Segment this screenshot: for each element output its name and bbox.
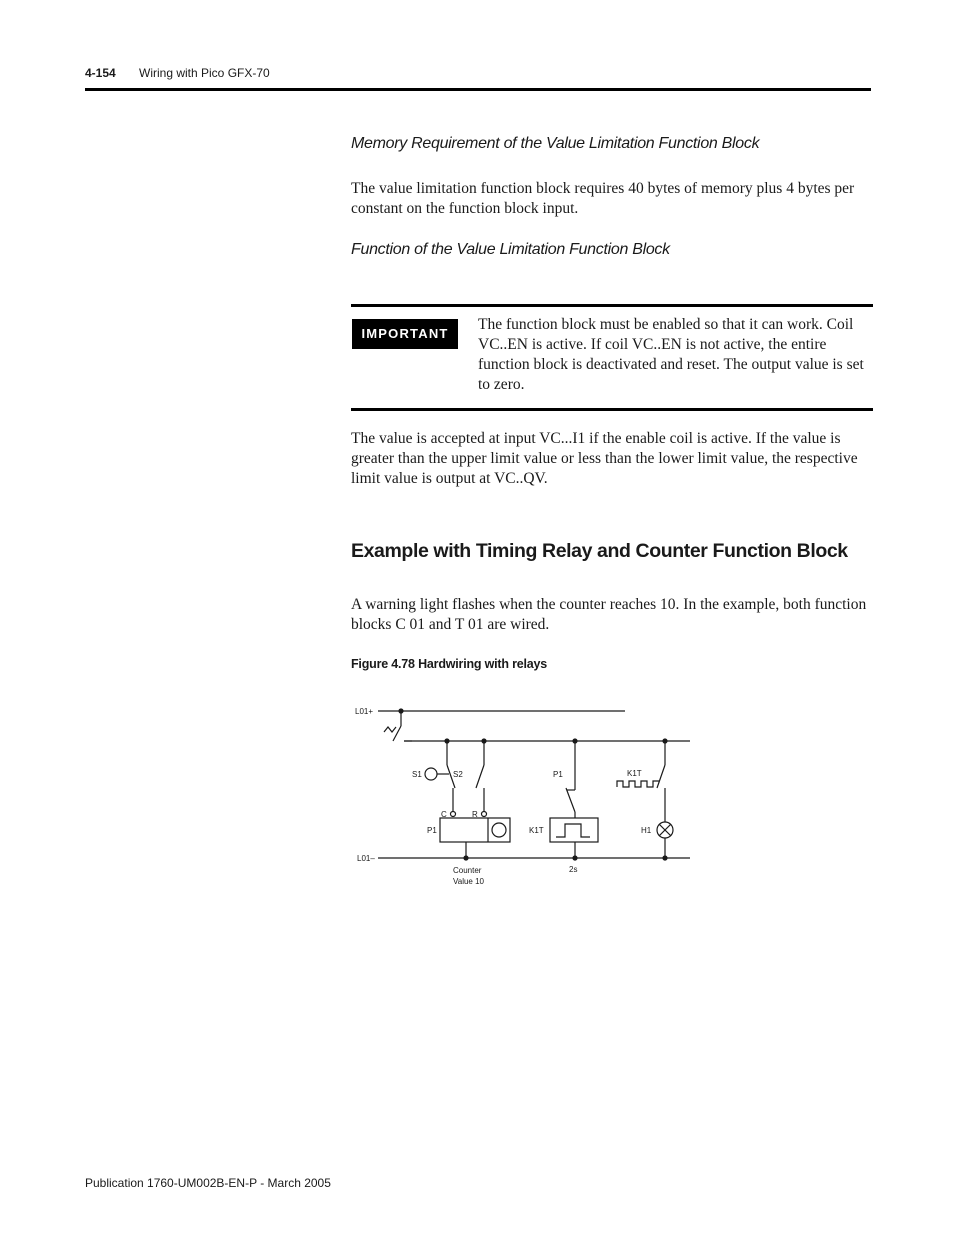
example-heading: Example with Timing Relay and Counter Function Block (351, 540, 848, 562)
counter-coil (440, 818, 510, 842)
label-r: R (472, 810, 478, 819)
label-s2: S2 (453, 770, 463, 779)
label-l01-minus: L01– (357, 854, 375, 863)
important-top-rule (351, 304, 873, 307)
footer-publication: Publication 1760-UM002B-EN-P - March 2005 (85, 1176, 331, 1190)
page-number: 4-154 (85, 66, 116, 80)
memory-requirement-text: The value limitation function block requires 40 bytes of memory plus 4 bytes per constant on the function block input. (351, 180, 855, 217)
k1t-flash-symbol (617, 781, 659, 787)
function-heading: Function of the Value Limitation Function Block (351, 241, 670, 258)
label-h1: H1 (641, 826, 652, 835)
label-counter: Counter (453, 866, 482, 875)
relay-wiring-diagram (340, 695, 700, 895)
figure-caption: Figure 4.78 Hardwiring with relays (351, 657, 548, 671)
timer-pulse-symbol (556, 824, 590, 837)
value-acceptance-paragraph: The value is accepted at input VC...I1 if the enable coil is active. If the value is greater than the upper limit value or less than the lower limit value, the respective limit value is output at VC..QV. (351, 430, 858, 487)
label-k1t-contact: K1T (627, 769, 642, 778)
label-p1-contact: P1 (553, 770, 563, 779)
s1-pushbutton (425, 768, 437, 780)
memory-requirement-heading: Memory Requirement of the Value Limitation Function Block (351, 135, 760, 152)
label-c: C (441, 810, 447, 819)
l01-plus-junction (399, 709, 403, 713)
label-timer-value: 2s (569, 865, 578, 874)
important-text: The function block must be enabled so that it can work. Coil VC..EN is active. If coil VC..EN is not active, the entire function block is deactivated and reset. The output value is set to zero. (478, 316, 864, 393)
important-bottom-rule (351, 408, 873, 411)
supply-switch (393, 726, 401, 741)
label-counter-value: Value 10 (453, 877, 484, 886)
running-header-title: Wiring with Pico GFX-70 (139, 66, 270, 80)
s2-contact (476, 765, 484, 788)
k1t-contact (657, 765, 665, 788)
label-s1: S1 (412, 770, 422, 779)
label-k1t-coil: K1T (529, 826, 544, 835)
example-text: A warning light flashes when the counter reaches 10. In the example, both function blocks C 01 and T 01 are wired. (351, 596, 867, 633)
counter-indicator (492, 823, 506, 837)
header-rule (85, 88, 871, 91)
important-label: IMPORTANT (352, 319, 458, 349)
label-l01-plus: L01+ (355, 707, 374, 716)
label-p1-coil: P1 (427, 826, 437, 835)
supply-switch-actuator (384, 727, 396, 732)
timer-coil (550, 818, 598, 842)
